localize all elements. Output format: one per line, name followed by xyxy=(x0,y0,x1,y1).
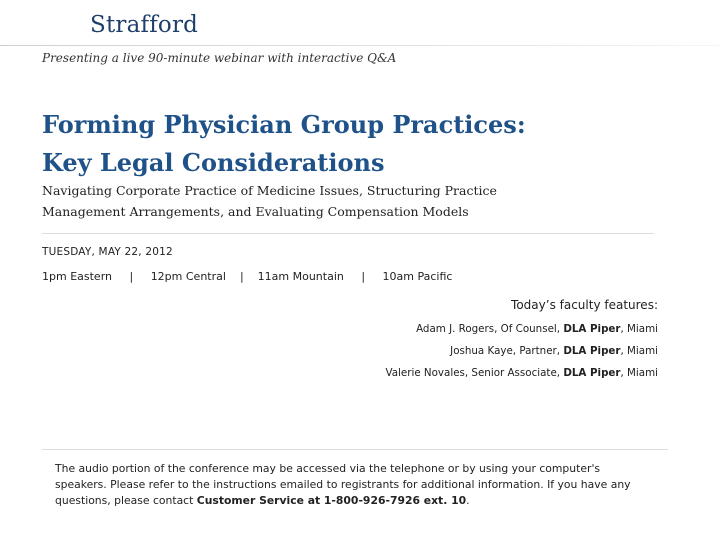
webinar-title xyxy=(42,106,526,182)
time-separator: | xyxy=(129,270,134,283)
time-separator: | xyxy=(239,270,244,283)
audio-instructions: The audio portion of the conference may be accessed via the telephone or by using your computer's speakers. Please refer to the instructions emailed to registrants for additional information. If you have any questions, please contact Customer Service at 1-800-926-7926 ext. 10. xyxy=(55,462,631,507)
middle-divider xyxy=(42,233,654,234)
firm-name: DLA Piper xyxy=(563,345,621,357)
time-separator: | xyxy=(361,270,366,283)
title-line-2: Key Legal Considerations xyxy=(42,148,385,177)
subtitle-line-2: Management Arrangements, and Evaluating Compensation Models xyxy=(42,204,469,219)
bottom-divider xyxy=(42,449,668,450)
time-eastern: 1pm Eastern xyxy=(42,270,112,283)
top-divider xyxy=(0,45,720,46)
faculty-list xyxy=(385,318,658,384)
firm-name: DLA Piper xyxy=(563,323,621,335)
webinar-date: TUESDAY, MAY 22, 2012 xyxy=(42,246,173,258)
title-line-1: Forming Physician Group Practices: xyxy=(42,110,526,139)
subtitle-line-1: Navigating Corporate Practice of Medicine Issues, Structuring Practice xyxy=(42,183,497,198)
customer-service-contact: Customer Service at 1-800-926-7926 ext. 10 xyxy=(196,494,467,507)
faculty-member: Joshua Kaye, Partner, DLA Piper, Miami xyxy=(450,345,658,357)
webinar-tagline: Presenting a live 90-minute webinar with interactive Q&A xyxy=(42,51,397,65)
firm-name: DLA Piper xyxy=(563,367,621,379)
time-central: 12pm Central xyxy=(150,270,226,283)
webinar-subtitle xyxy=(42,180,642,222)
faculty-member: Valerie Novales, Senior Associate, DLA Piper, Miami xyxy=(385,367,658,379)
time-mountain: 11am Mountain xyxy=(257,270,344,283)
time-zones xyxy=(42,270,452,283)
faculty-member: Adam J. Rogers, Of Counsel, DLA Piper, Miami xyxy=(416,323,658,335)
time-pacific: 10am Pacific xyxy=(382,270,453,283)
strafford-logo: Strafford xyxy=(90,12,199,38)
faculty-heading: Today’s faculty features: xyxy=(511,298,658,312)
